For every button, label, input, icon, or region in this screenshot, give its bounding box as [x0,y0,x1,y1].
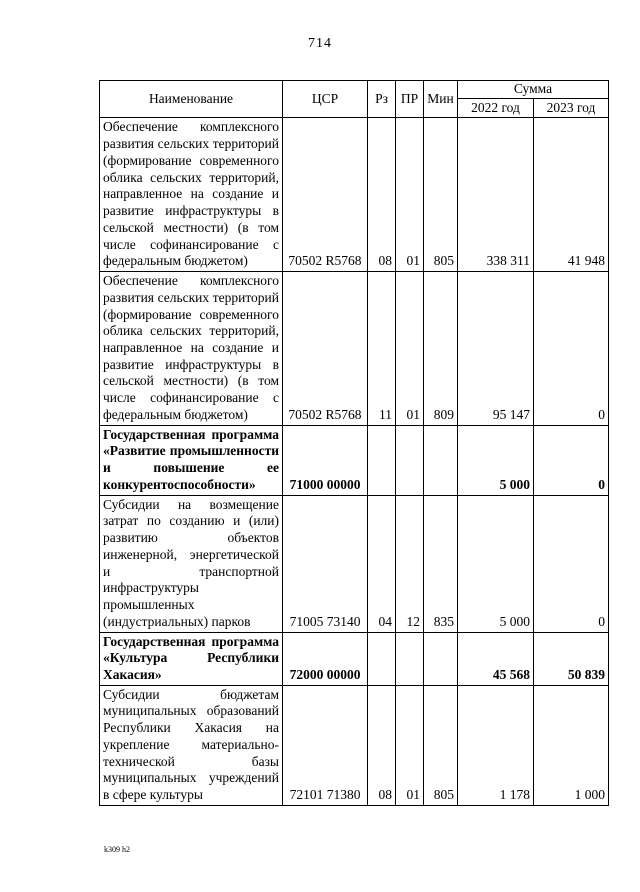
cell-csr: 72000 00000 [283,632,368,685]
cell-rz: 08 [368,118,396,272]
header-name: Наименование [100,81,283,118]
table-header [100,81,609,118]
cell-min [424,632,458,685]
cell-csr: 70502 R5768 [283,272,368,426]
cell-rz: 11 [368,272,396,426]
cell-name: Обеспечение комплексного развития сельских территорий (формирование современного облика сельских территорий, направленное на создание и развитие инфраструктуры в сельской местности) (в том числе софинансирование с федеральным бюджетом) [100,272,283,426]
cell-min: 809 [424,272,458,426]
header-2022: 2022 год [458,98,534,118]
cell-rz: 08 [368,685,396,805]
table-row [100,495,609,632]
cell-rz: 04 [368,495,396,632]
table-row [100,632,609,685]
cell-csr: 72101 71380 [283,685,368,805]
header-pr: ПР [396,81,424,118]
header-2023: 2023 год [534,98,609,118]
cell-pr: 12 [396,495,424,632]
cell-2023: 0 [534,272,609,426]
cell-name: Государственная программа «Культура Республики Хакасия» [100,632,283,685]
cell-min: 835 [424,495,458,632]
cell-2022: 1 178 [458,685,534,805]
cell-min: 805 [424,685,458,805]
cell-2023: 0 [534,425,609,495]
cell-csr: 71005 73140 [283,495,368,632]
header-csr: ЦСР [283,81,368,118]
cell-name: Обеспечение комплексного развития сельских территорий (формирование современного облика сельских территорий, направленное на создание и развитие инфраструктуры в сельской местности) (в том числе софинансирование с федеральным бюджетом) [100,118,283,272]
table-row [100,272,609,426]
cell-name: Государственная программа «Развитие промышленности и повышение ее конкурентоспособности» [100,425,283,495]
cell-rz [368,425,396,495]
cell-2022: 338 311 [458,118,534,272]
header-min: Мин [424,81,458,118]
header-row-1 [100,81,609,99]
cell-2023: 1 000 [534,685,609,805]
cell-pr: 01 [396,685,424,805]
cell-pr: 01 [396,118,424,272]
cell-min [424,425,458,495]
cell-pr: 01 [396,272,424,426]
cell-name: Субсидии бюджетам муниципальных образований Республики Хакасия на укрепление материально-технической базы муниципальных учреждений в сфере культуры [100,685,283,805]
cell-min: 805 [424,118,458,272]
cell-rz [368,632,396,685]
cell-2022: 45 568 [458,632,534,685]
cell-2023: 50 839 [534,632,609,685]
cell-csr: 70502 R5768 [283,118,368,272]
cell-2023: 41 948 [534,118,609,272]
header-sum: Сумма [458,81,609,99]
cell-name: Субсидии на возмещение затрат по созданию и (или) развитию объектов инженерной, энергетической и транспортной инфраструктуры промышленных (индустриальных) парков [100,495,283,632]
footer-code: k309 h2 [104,845,130,854]
table-row [100,425,609,495]
cell-pr [396,632,424,685]
cell-2022: 95 147 [458,272,534,426]
table-row [100,118,609,272]
budget-table [99,80,609,806]
page-number: 714 [308,36,332,51]
cell-2023: 0 [534,495,609,632]
table-row [100,685,609,805]
cell-pr [396,425,424,495]
cell-2022: 5 000 [458,425,534,495]
header-rz: Рз [368,81,396,118]
cell-2022: 5 000 [458,495,534,632]
table-body [100,118,609,805]
cell-csr: 71000 00000 [283,425,368,495]
